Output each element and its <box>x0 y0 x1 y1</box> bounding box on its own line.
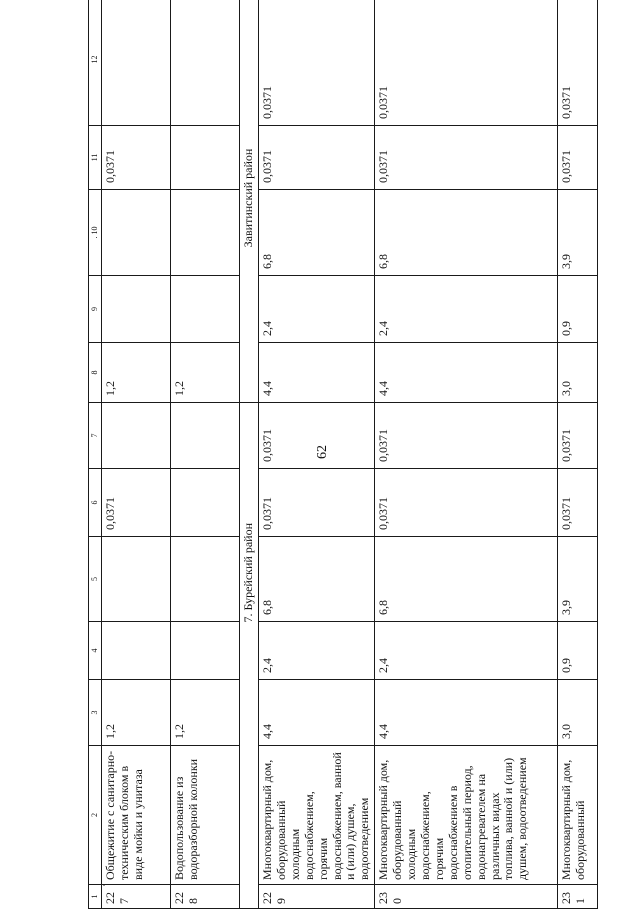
cell-c12: 0,0371 <box>259 0 375 126</box>
header-cell: 1 <box>89 885 102 909</box>
cell-c5 <box>171 537 240 622</box>
cell-c5: 3,9 <box>558 537 598 622</box>
cell-c8: 3,0 <box>558 343 598 403</box>
header-cell: 2 <box>89 746 102 885</box>
header-cell: 4 <box>89 622 102 680</box>
cell-c12: 0,0371 <box>375 0 558 126</box>
header-cell: 11 <box>89 126 102 190</box>
cell-c10: 6,8 <box>259 190 375 276</box>
cell-c10 <box>102 190 171 276</box>
norms-table <box>88 0 598 909</box>
cell-c10: 3,9 <box>558 190 598 276</box>
header-cell: 6 <box>89 469 102 537</box>
cell-c3: 1,2 <box>102 680 171 746</box>
header-cell: 3 <box>89 680 102 746</box>
table-row <box>102 0 171 909</box>
row-number: 229 <box>259 885 375 909</box>
header-cell: . 10 <box>89 190 102 276</box>
cell-c3: 4,4 <box>259 680 375 746</box>
cell-c10 <box>171 190 240 276</box>
row-description: Многоквартирный дом, оборудованный <box>558 746 598 885</box>
row-description: Многоквартирный дом, оборудованный холодным водоснабжением, горячим водоснабжением, ванной и (или) душем, водоотведением <box>259 746 375 885</box>
cell-c3: 1,2 <box>171 680 240 746</box>
header-cell: 5 <box>89 537 102 622</box>
cell-c7: 0,0371 <box>259 403 375 469</box>
table-row <box>171 0 240 909</box>
cell-c10: 6,8 <box>375 190 558 276</box>
cell-c11 <box>171 126 240 190</box>
cell-c11: 0,0371 <box>558 126 598 190</box>
header-cell: 7 <box>89 403 102 469</box>
cell-c8: 4,4 <box>259 343 375 403</box>
row-number: 228 <box>171 885 240 909</box>
cell-c3: 3,0 <box>558 680 598 746</box>
cell-c5 <box>102 537 171 622</box>
cell-c11: 0,0371 <box>375 126 558 190</box>
table-row <box>558 0 598 909</box>
cell-c9: 0,9 <box>558 276 598 343</box>
cell-c7 <box>171 403 240 469</box>
section-title-right: Завитинский район <box>240 0 259 403</box>
cell-c8: 1,2 <box>102 343 171 403</box>
section-row <box>240 0 259 909</box>
cell-c8: 1,2 <box>171 343 240 403</box>
cell-c3: 4,4 <box>375 680 558 746</box>
row-description: Многоквартирный дом, оборудованный холодным водоснабжением, горячим водоснабжением в отопительный период, водонагревателем на различных видах топлива, ванной и (или) душем, водоотведением <box>375 746 558 885</box>
page-number: 62 <box>315 445 330 459</box>
cell-c8: 4,4 <box>375 343 558 403</box>
cell-c4 <box>171 622 240 680</box>
cell-c9: 2,4 <box>375 276 558 343</box>
row-number: 227 <box>102 885 171 909</box>
cell-c9 <box>102 276 171 343</box>
cell-c12: 0,0371 <box>558 0 598 126</box>
header-row <box>89 0 102 909</box>
header-cell: 9 <box>89 276 102 343</box>
header-cell: 12 <box>89 0 102 126</box>
cell-c6: 0,0371 <box>375 469 558 537</box>
cell-c12 <box>102 0 171 126</box>
cell-c7: 0,0371 <box>558 403 598 469</box>
cell-c4: 0,9 <box>558 622 598 680</box>
section-title-left: 7. Бурейский район <box>240 403 259 909</box>
row-description: Водопользование из водоразборной колонки <box>171 746 240 885</box>
cell-c5: 6,8 <box>375 537 558 622</box>
row-description: Общежитие с санитарно-техническим блоком в виде мойки и унитаза <box>102 746 171 885</box>
cell-c6 <box>171 469 240 537</box>
cell-c4 <box>102 622 171 680</box>
row-number: 231 <box>558 885 598 909</box>
cell-c11: 0,0371 <box>259 126 375 190</box>
cell-c9: 2,4 <box>259 276 375 343</box>
cell-c5: 6,8 <box>259 537 375 622</box>
cell-c7 <box>102 403 171 469</box>
table-row <box>259 0 375 909</box>
cell-c12 <box>171 0 240 126</box>
rotated-table-sheet <box>88 44 588 909</box>
cell-c6: 0,0371 <box>102 469 171 537</box>
cell-c6: 0,0371 <box>259 469 375 537</box>
cell-c9 <box>171 276 240 343</box>
cell-c7: 0,0371 <box>375 403 558 469</box>
cell-c11: 0,0371 <box>102 126 171 190</box>
cell-c6: 0,0371 <box>558 469 598 537</box>
cell-c4: 2,4 <box>259 622 375 680</box>
header-cell: 8 <box>89 343 102 403</box>
cell-c4: 2,4 <box>375 622 558 680</box>
row-number: 230 <box>375 885 558 909</box>
table-row <box>375 0 558 909</box>
